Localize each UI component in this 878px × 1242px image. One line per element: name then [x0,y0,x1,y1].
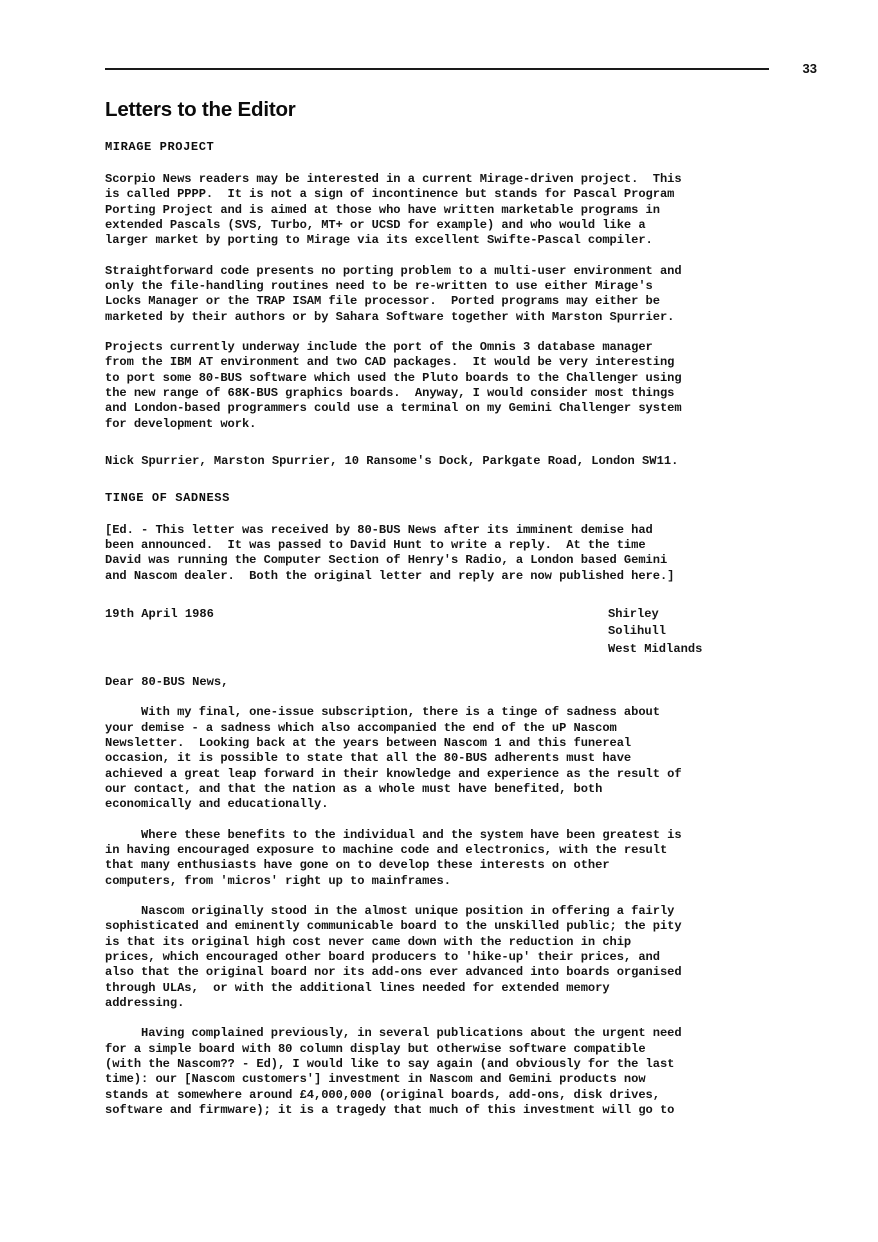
text-line: is that its original high cost never came down with the reduction in chip [105,934,632,949]
address-line: Solihull [608,624,667,639]
paragraph [105,340,820,432]
letter-signature: Nick Spurrier, Marston Spurrier, 10 Ransome's Dock, Parkgate Road, London SW11. [105,454,679,469]
text-line: Projects currently underway include the port of the Omnis 3 database manager [105,340,653,355]
paragraph [105,1026,820,1118]
text-line: Scorpio News readers may be interested in a current Mirage-driven project. This [105,172,682,186]
spacer [105,470,820,491]
page-header [105,62,817,84]
text-line: for development work. [105,416,257,431]
text-line: Having complained previously, in several publications about the urgent need [105,1026,682,1041]
letter-date: 19th April 1986 [105,606,214,621]
text-line: and Nascom dealer. Both the original letter and reply are now published here.] [105,568,675,583]
text-line: Newsletter. Looking back at the years between Nascom 1 and this funereal [105,735,632,750]
text-line: in having encouraged exposure to machine code and electronics, with the result [105,842,668,857]
page-title: Letters to the Editor [105,98,296,121]
page-number: 33 [802,61,817,76]
text-line: our contact, and that the nation as a whole must have benefited, both [105,781,603,796]
paragraph [105,172,820,249]
text-line: achieved a great leap forward in their knowledge and experience as the result of [105,766,682,781]
text-line: for a simple board with 80 column display but otherwise software compatible [105,1041,646,1056]
text-line: (with the Nascom?? - Ed), I would like to say again (and obviously for the last [105,1057,675,1072]
spacer [105,447,820,454]
paragraph [105,264,820,325]
text-line: your demise - a sadness which also accompanied the end of the uP Nascom [105,720,617,735]
text-line: Where these benefits to the individual and the system have been greatest is [105,827,682,842]
text-line: is called PPPP. It is not a sign of incontinence but stands for Pascal Program [105,187,675,202]
letter-heading-mirage: MIRAGE PROJECT [105,140,215,154]
text-line: prices, which encouraged other board producers to 'hike-up' their prices, and [105,950,660,965]
paragraph [105,705,820,812]
text-line: the new range of 68K-BUS graphics boards. Anyway, I would consider most things [105,386,675,401]
text-line: to port some 80-BUS software which used the Pluto boards to the Challenger using [105,370,682,385]
text-line: stands at somewhere around £4,000,000 (original boards, add-ons, disk drives, [105,1087,660,1102]
text-line: Straightforward code presents no porting problem to a multi-user environment and [105,263,682,278]
text-line: David was running the Computer Section of Henry's Radio, a London based Gemini [105,553,668,568]
text-line: and London-based programmers could use a terminal on my Gemini Challenger system [105,401,682,416]
spacer [105,668,820,675]
text-line: marketed by their authors or by Sahara Software together with Marston Spurrier. [105,309,675,324]
paragraph [105,904,820,1011]
text-line: Locks Manager or the TRAP ISAM file processor. Ported programs may either be [105,294,660,309]
letter-dateline-block [105,606,820,660]
body-column [105,140,820,1133]
text-line: occasion, it is possible to state that all the 80-BUS adherents must have [105,751,632,766]
text-line: addressing. [105,996,185,1011]
text-line: larger market by porting to Mirage via its excellent Swifte-Pascal compiler. [105,233,653,248]
editors-note [105,523,820,584]
text-line: also that the original board nor its add-ons ever advanced into boards organised [105,965,682,980]
text-line: [Ed. - This letter was received by 80-BUS News after its imminent demise had [105,522,653,537]
text-line: With my final, one-issue subscription, there is a tinge of sadness about [105,705,660,720]
text-line: only the file-handling routines need to be re-written to use either Mirage's [105,279,653,294]
text-line: from the IBM AT environment and two CAD packages. It would be very interesting [105,355,675,370]
text-line: that many enthusiasts have gone on to develop these interests on other [105,858,610,873]
text-line: through ULAs, or with the additional lines needed for extended memory [105,980,610,995]
letter-address [608,606,702,659]
text-line: extended Pascals (SVS, Turbo, MT+ or UCSD for example) and who would like a [105,218,646,233]
address-line: West Midlands [608,642,703,657]
text-line: been announced. It was passed to David Hunt to write a reply. At the time [105,537,646,552]
header-rule [105,68,769,70]
paragraph [105,828,820,889]
text-line: computers, from 'micros' right up to mainframes. [105,873,451,888]
text-line: Nascom originally stood in the almost unique position in offering a fairly [105,904,675,918]
spacer [105,599,820,606]
text-line: time): our [Nascom customers'] investment in Nascom and Gemini products now [105,1072,646,1087]
text-line: software and firmware); it is a tragedy that much of this investment will go to [105,1103,675,1118]
letter-heading-tinge-of-sadness: TINGE OF SADNESS [105,490,230,505]
address-line: Shirley [608,606,659,621]
letter-salutation: Dear 80-BUS News, [105,674,229,689]
text-line: economically and educationally. [105,797,329,812]
text-line: Porting Project and is aimed at those who have written marketable programs in [105,202,660,217]
text-line: sophisticated and eminently communicable board to the unskilled public; the pity [105,919,682,934]
